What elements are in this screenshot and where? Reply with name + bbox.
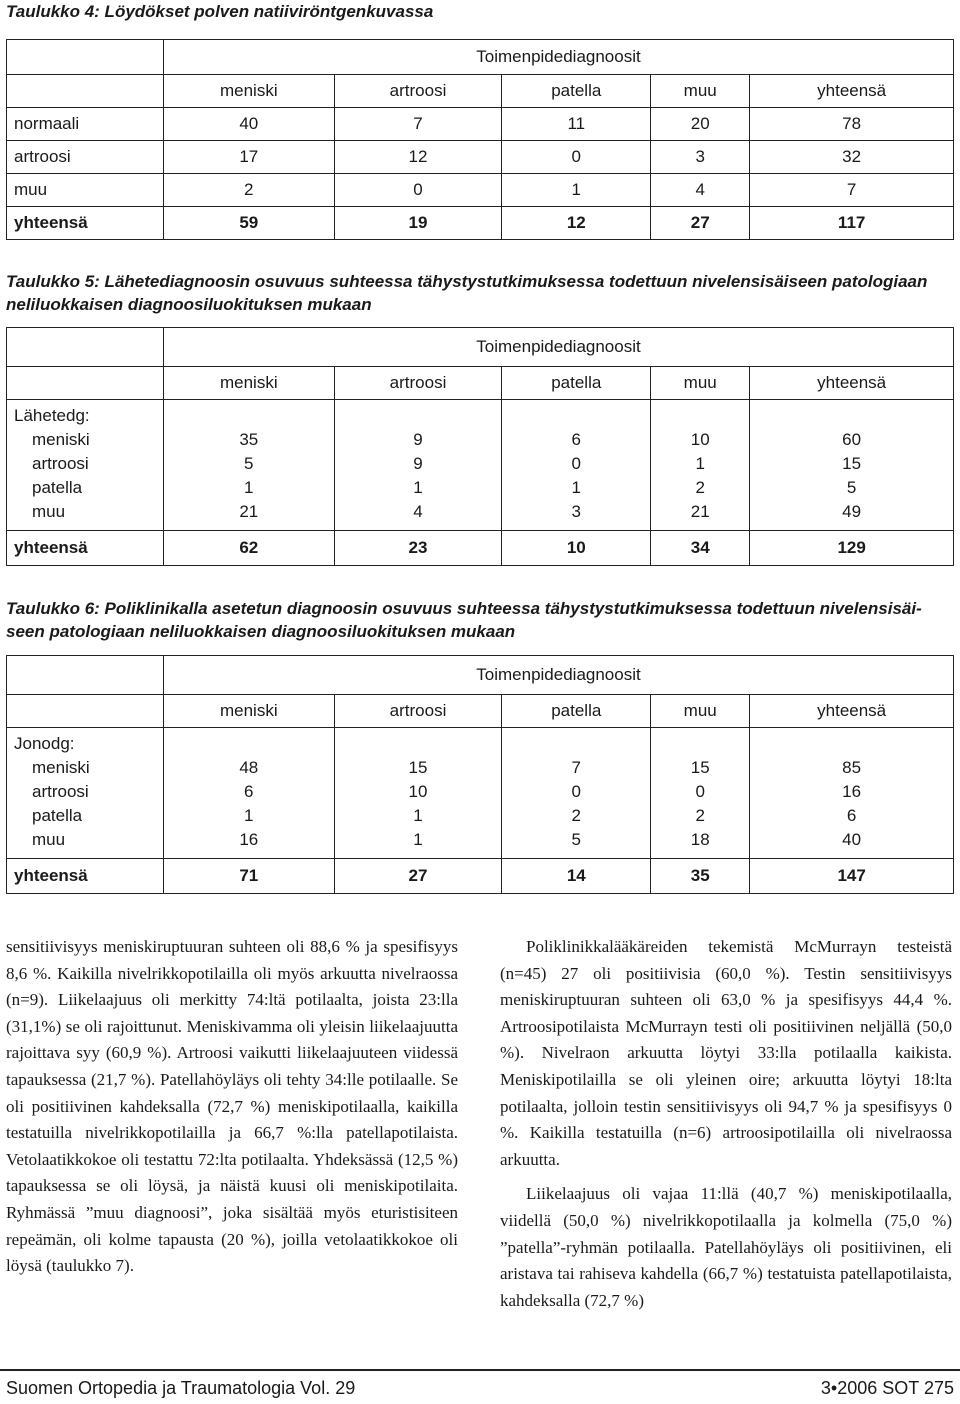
row-label: patella [32,806,83,825]
cell: 14 [502,859,651,894]
row-label: yhteensä [7,859,164,894]
cell: 19 [334,207,502,240]
row-label: artroosi [32,454,89,473]
cell: 27 [334,859,502,894]
cell: 2 [164,174,335,207]
cell: 60 [842,430,862,449]
body-paragraph: Poliklinikkalääkäreiden tekemistä McMurrayn testeistä (n=45) 27 oli positiivisia (60,0 %). Testin sensitiivisyys meniskiruptuuran suhteen oli 63,0 % ja spesifisyys 44,4 %. Artroosipotilaista McMurrayn testi oli positiivinen neljällä (50,0 %). Nivelraon arkuutta löytyi 33:lla potilaalla kaikista. Meniskipotilailla se oli yleinen oire; arkuutta löytyi 18:lta potilaalta, jolloin testin sensitiivisyys oli 94,7 % ja spesifisyys 0 %. Kaikilla testatuilla (n=6) artroosipotilailla oli nivelraossa arkuutta. [500,937,952,1169]
cell: 11 [502,108,651,141]
cell: 1 [244,806,254,825]
col-header: meniski [164,695,335,728]
cell: 34 [651,531,750,566]
row-label: patella [32,478,83,497]
table-body-block [7,728,954,859]
cell: 16 [842,782,862,801]
col-header: meniski [164,367,335,400]
cell: 85 [842,758,862,777]
row-label: muu [7,174,164,207]
row-label: muu [32,502,66,521]
table-row [7,174,954,207]
table-row [7,108,954,141]
cell: 1 [413,478,423,497]
table6-header-row [7,695,954,728]
cell: 21 [690,502,710,521]
cell: 49 [842,502,862,521]
table6 [6,655,954,894]
cell: 7 [571,758,581,777]
col-header: patella [502,695,651,728]
col-header: artroosi [334,367,502,400]
cell: 40 [164,108,335,141]
cell: 0 [695,782,705,801]
journal-name: Suomen Ortopedia ja Traumatologia Vol. 29 [6,1378,356,1398]
row-label: yhteensä [7,531,164,566]
cell: 21 [239,502,259,521]
cell: 1 [413,806,423,825]
total-row [7,531,954,566]
cell: 78 [750,108,954,141]
footer-rule [0,1369,960,1371]
row-label: meniski [32,758,90,777]
cell: 117 [750,207,954,240]
table4 [6,39,954,240]
cell: 10 [502,531,651,566]
page-number: 3•2006 SOT 275 [820,1378,954,1398]
table6-group-header: Toimenpidediagnoosit [164,656,954,695]
cell: 1 [502,174,651,207]
cell: 10 [690,430,710,449]
cell: 23 [334,531,502,566]
cell: 7 [750,174,954,207]
cell: 0 [334,174,502,207]
table5 [6,327,954,566]
row-group-label: Jonodg: [14,734,75,753]
cell: 6 [571,430,581,449]
cell: 9 [413,430,423,449]
cell: 1 [695,454,705,473]
table4-group-header: Toimenpidediagnoosit [164,40,954,75]
cell: 0 [571,782,581,801]
cell: 48 [239,758,259,777]
col-header: yhteensä [750,695,954,728]
cell: 71 [164,859,335,894]
cell: 4 [413,502,423,521]
cell: 10 [408,782,428,801]
cell: 129 [750,531,954,566]
cell: 16 [239,830,259,849]
row-label: yhteensä [7,207,164,240]
col-header: muu [651,695,750,728]
table6-caption: Taulukko 6: Poliklinikalla asetetun diagnoosin osuvuus suhteessa tähystystutkimuksessa todettuun nivelensisäiseen patologiaan neliluokkaisen diagnoosiluokituksen mukaan [6,599,922,641]
cell: 6 [244,782,254,801]
cell: 27 [651,207,750,240]
cell: 2 [571,806,581,825]
cell: 40 [842,830,862,849]
table-row [7,141,954,174]
total-row [7,859,954,894]
col-header: artroosi [334,695,502,728]
cell: 2 [695,806,705,825]
cell: 15 [842,454,862,473]
cell: 5 [571,830,581,849]
cell: 2 [695,478,705,497]
cell: 62 [164,531,335,566]
cell: 1 [244,478,254,497]
cell: 20 [651,108,750,141]
cell: 12 [334,141,502,174]
body-column-right [500,934,952,1314]
col-header: patella [502,75,651,108]
cell: 15 [690,758,710,777]
col-header: yhteensä [750,367,954,400]
table5-caption: Taulukko 5: Lähetediagnoosin osuvuus suhteessa tähystystutkimuksessa todettuun nivelensisäiseen patologiaan neliluokkaisen diagnoosiluokituksen mukaan [6,272,928,314]
cell: 35 [651,859,750,894]
total-row [7,207,954,240]
table5-header-row [7,367,954,400]
cell: 5 [244,454,254,473]
col-header: yhteensä [750,75,954,108]
cell: 1 [571,478,581,497]
col-header: artroosi [334,75,502,108]
cell: 32 [750,141,954,174]
cell: 59 [164,207,335,240]
cell: 9 [413,454,423,473]
row-label: artroosi [7,141,164,174]
row-group-label: Lähetedg: [14,406,90,425]
cell: 6 [846,806,857,825]
row-label: meniski [32,430,90,449]
cell: 18 [690,830,710,849]
cell: 35 [239,430,259,449]
body-paragraph: sensitiivisyys meniskiruptuuran suhteen oli 88,6 % ja spesifisyys 8,6 %. Kaikilla nivelrikkopotilailla oli myös arkuutta nivelraossa (n=9). Liikelaajuus oli merkitty 74:ltä potilaalta, joista 23:lla (31,1%) se oli rajoittunut. Meniskivamma oli yleisin liikelaajuutta rajoittava syy (60,9 %). Artroosi vaikutti liikelaajuuteen viidessä tapauksessa (21,7 %). Patellahöyläys oli tehty 34:lle potilaalle. Se oli positiivinen kahdeksalla (72,7 %) meniskipotilaalla, kaikilla testatuilla nivelrikkopotilailla ja 66,7 %:lla patellapotilaista. Vetolaatikkokoe oli testattu 72:lta potilaalta. Yhdeksässä (12,5 %) tapauksessa se oli löysä, ja näistä kuusi oli meniskipotilaita. Ryhmässä ”muu diagnoosi”, joka sisältää myös eturistisiteen repeämän, oli kolme tapausta (20 %), joilla vetolaatikkokoe oli löysä (taulukko 7). [6,937,458,1276]
cell: 0 [502,141,651,174]
table5-group-header: Toimenpidediagnoosit [164,328,954,367]
col-header: muu [651,367,750,400]
col-header: meniski [164,75,335,108]
col-header: patella [502,367,651,400]
cell: 7 [334,108,502,141]
cell: 0 [571,454,581,473]
cell: 3 [571,502,581,521]
cell: 15 [408,758,428,777]
body-column-left [6,934,458,1280]
col-header: muu [651,75,750,108]
cell: 147 [750,859,954,894]
body-paragraph: Liikelaajuus oli vajaa 11:llä (40,7 %) meniskipotilaalla, viidellä (50,0 %) nivelrikkopotilaalla ja kolmella (75,0 %) ”patella”-ryhmän potilaalla. Patellahöyläys oli positiivinen, eli aristava tai rahiseva kahdella (66,7 %) testatuista patellapotilaista, kahdeksalla (72,7 %) [500,1184,952,1310]
cell: 17 [164,141,335,174]
table4-header-row [7,75,954,108]
table4-caption: Taulukko 4: Löydökset polven natiiviröntgenkuvassa [6,2,434,21]
row-label: normaali [7,108,164,141]
cell: 4 [651,174,750,207]
cell: 1 [413,830,423,849]
row-label: artroosi [32,782,89,801]
cell: 3 [651,141,750,174]
table-body-block [7,400,954,531]
cell: 12 [502,207,651,240]
cell: 5 [846,478,857,497]
row-label: muu [32,830,66,849]
